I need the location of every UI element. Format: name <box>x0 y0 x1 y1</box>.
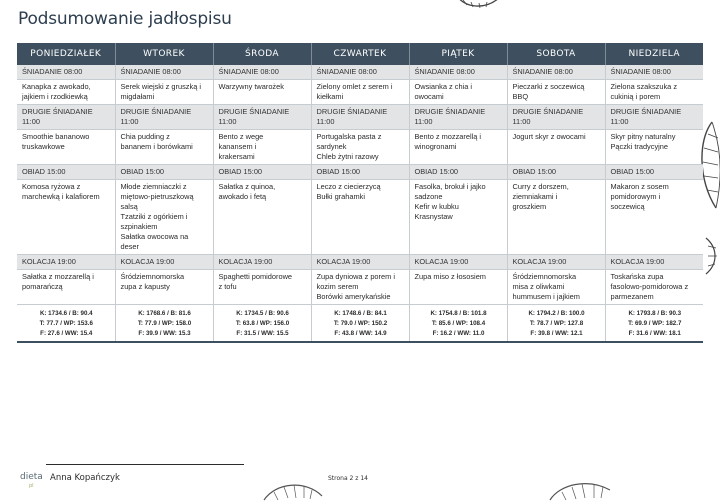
cell-text-line: pomarańczą <box>22 282 63 291</box>
cell-text-line: T: 77.9 / WP: 158.0 <box>137 320 192 327</box>
meal-time-label <box>311 105 409 130</box>
cell-text-line: Portugalska pasta z <box>316 132 382 141</box>
cell-text-line: DRUGIE ŚNIADANIE <box>22 107 93 116</box>
cell-text-line: OBIAD 15:00 <box>414 167 459 176</box>
cell-text-line: Pączki tradycyjne <box>610 142 669 151</box>
cell-text-line: Komosa ryżowa z <box>22 182 81 191</box>
cell-text-line: ŚNIADANIE 08:00 <box>414 67 475 76</box>
dish-cell <box>605 80 703 105</box>
cell-text-line: kanansem i <box>218 142 257 151</box>
cell-text-line: Spaghetti pomidorowe <box>218 272 293 281</box>
cell-text-line: DRUGIE ŚNIADANIE <box>512 107 584 116</box>
nutrition-summary-row <box>17 305 703 343</box>
cell-text-line: T: 69.9 / WP: 182.7 <box>628 320 682 327</box>
meal-time-label <box>115 65 213 80</box>
cell-text-line: T: 79.0 / WP: 150.2 <box>333 320 388 327</box>
cell-text-line: F: 16.2 / WW: 11.0 <box>432 330 485 337</box>
meal-time-label <box>605 65 703 80</box>
footer-divider <box>46 464 244 465</box>
meal-time-label <box>409 105 507 130</box>
meal-time-label <box>311 255 409 270</box>
cell-text-line: Sałatka z mozzarellą i <box>22 272 94 281</box>
meal-time-label <box>213 255 311 270</box>
meal-header-row <box>17 165 703 180</box>
cell-text-line: Zielona szakszuka z <box>610 82 678 91</box>
meal-time-label <box>409 165 507 180</box>
nutrition-cell <box>311 305 409 343</box>
cell-text-line: DRUGIE ŚNIADANIE <box>218 107 290 116</box>
cell-text-line: 11:00 <box>120 117 139 126</box>
cell-text-line: BBQ <box>512 92 529 101</box>
nutrition-cell <box>17 305 115 343</box>
dish-cell <box>507 270 605 305</box>
meal-header-row <box>17 255 703 270</box>
cell-text-line: Warzywny twarożek <box>218 82 284 91</box>
cell-text-line: Curry z dorszem, <box>512 182 569 191</box>
dish-cell <box>17 270 115 305</box>
cell-text-line: deser <box>120 242 139 251</box>
cell-text-line: Bento z wege <box>218 132 264 141</box>
cell-text-line: Zupa dyniowa z porem i <box>316 272 395 281</box>
meal-dishes-row <box>17 180 703 255</box>
cell-text-line: parmezanem <box>610 292 654 301</box>
cell-text-line: KOLACJA 19:00 <box>316 257 371 266</box>
dish-cell <box>605 130 703 165</box>
meal-time-label <box>605 165 703 180</box>
cell-text-line: Pieczarki z soczewicą <box>512 82 585 91</box>
dish-cell <box>311 270 409 305</box>
cell-text-line: awokado i fetą <box>218 192 267 201</box>
cell-text-line: K: 1794.2 / B: 100.0 <box>528 310 585 317</box>
cell-text-line: KOLACJA 19:00 <box>512 257 567 266</box>
cell-text-line: winogronami <box>414 142 457 151</box>
cell-text-line: bananem i borówkami <box>120 142 193 151</box>
cell-text-line: K: 1748.6 / B: 84.1 <box>334 310 387 317</box>
cell-text-line: Smoothie bananowo <box>22 132 90 141</box>
nutrition-cell <box>213 305 311 343</box>
day-header: PIĄTEK <box>409 43 507 65</box>
meal-time-label <box>409 255 507 270</box>
cell-text-line: Toskańska zupa <box>610 272 664 281</box>
meal-time-label <box>213 105 311 130</box>
dish-cell <box>17 180 115 255</box>
dish-cell <box>213 180 311 255</box>
meal-time-label <box>507 255 605 270</box>
cell-text-line: T: 85.6 / WP: 108.4 <box>431 320 486 327</box>
cell-text-line: OBIAD 15:00 <box>218 167 263 176</box>
cell-text-line: ŚNIADANIE 08:00 <box>316 67 377 76</box>
dish-cell <box>409 180 507 255</box>
cell-text-line: zupa z kapusty <box>120 282 170 291</box>
meal-time-label <box>507 65 605 80</box>
dish-cell <box>409 270 507 305</box>
cell-text-line: F: 39.9 / WW: 15.3 <box>138 330 191 337</box>
cell-text-line: K: 1768.6 / B: 81.6 <box>138 310 191 317</box>
meal-time-label <box>507 105 605 130</box>
cell-text-line: hummusem i jajkiem <box>512 292 580 301</box>
meal-time-label <box>115 165 213 180</box>
meal-time-label <box>17 255 115 270</box>
cell-text-line: F: 27.6 / WW: 15.4 <box>40 330 93 337</box>
dish-cell <box>311 180 409 255</box>
cell-text-line: Sałatka z quinoa, <box>218 182 276 191</box>
cell-text-line: kozim serem <box>316 282 359 291</box>
cell-text-line: Śródziemnomorska <box>120 272 185 281</box>
dish-cell <box>115 130 213 165</box>
dish-cell <box>507 130 605 165</box>
dish-cell <box>115 180 213 255</box>
cell-text-line: 11:00 <box>414 117 433 126</box>
cell-text-line: Zupa miso z łososiem <box>414 272 486 281</box>
cell-text-line: fasolowo-pomidorowa z <box>610 282 689 291</box>
cell-text-line: Bułki grahamki <box>316 192 365 201</box>
cell-text-line: DRUGIE ŚNIADANIE <box>414 107 486 116</box>
cell-text-line: z tofu <box>218 282 237 291</box>
cell-text-line: Skyr pitny naturalny <box>610 132 676 141</box>
cell-text-line: Owsianka z chia i <box>414 82 473 91</box>
dish-cell <box>311 80 409 105</box>
cell-text-line: 11:00 <box>218 117 237 126</box>
cell-text-line: Krasnystaw <box>414 212 453 221</box>
cell-text-line: Śródziemnomorska <box>512 272 577 281</box>
day-header: CZWARTEK <box>311 43 409 65</box>
cell-text-line: K: 1754.8 / B: 101.8 <box>430 310 487 317</box>
meal-dishes-row <box>17 270 703 305</box>
nutrition-cell <box>115 305 213 343</box>
day-header: ŚRODA <box>213 43 311 65</box>
cell-text-line: 11:00 <box>512 117 531 126</box>
cell-text-line: misa z oliwkami <box>512 282 565 291</box>
dish-cell <box>115 270 213 305</box>
meal-header-row <box>17 65 703 80</box>
cell-text-line: Chia pudding z <box>120 132 170 141</box>
cell-text-line: Makaron z sosem <box>610 182 669 191</box>
cell-text-line: miętowo-pietruszkową <box>120 192 194 201</box>
cell-text-line: Tzatziki z ogórkiem i <box>120 212 188 221</box>
meal-time-label <box>115 255 213 270</box>
cell-text-line: Borówki amerykańskie <box>316 292 391 301</box>
meal-header-row <box>17 105 703 130</box>
cell-text-line: salsą <box>120 202 138 211</box>
cell-text-line: marchewką i kalafiorem <box>22 192 100 201</box>
cell-text-line: groszkiem <box>512 202 547 211</box>
cell-text-line: ziemniakami i <box>512 192 558 201</box>
cell-text-line: ŚNIADANIE 08:00 <box>610 67 671 76</box>
cell-text-line: OBIAD 15:00 <box>512 167 557 176</box>
cell-text-line: KOLACJA 19:00 <box>414 257 469 266</box>
day-header: WTOREK <box>115 43 213 65</box>
meal-time-label <box>605 255 703 270</box>
dish-cell <box>311 130 409 165</box>
cell-text-line: T: 63.8 / WP: 156.0 <box>235 320 290 327</box>
cell-text-line: OBIAD 15:00 <box>610 167 655 176</box>
meal-time-label <box>507 165 605 180</box>
cell-text-line: migdałami <box>120 92 155 101</box>
day-header: NIEDZIELA <box>605 43 703 65</box>
dish-cell <box>213 130 311 165</box>
cell-text-line: KOLACJA 19:00 <box>218 257 273 266</box>
cell-text-line: OBIAD 15:00 <box>316 167 361 176</box>
cell-text-line: K: 1734.5 / B: 90.6 <box>236 310 289 317</box>
meal-dishes-row <box>17 80 703 105</box>
cell-text-line: OBIAD 15:00 <box>120 167 165 176</box>
nutrition-cell <box>409 305 507 343</box>
meal-plan-table <box>17 43 703 343</box>
cell-text-line: ŚNIADANIE 08:00 <box>120 67 181 76</box>
cell-text-line: Jogurt skyr z owocami <box>512 132 586 141</box>
cell-text-line: jajkiem i rzodkiewką <box>22 92 88 101</box>
meal-time-label <box>17 105 115 130</box>
meal-time-label <box>213 65 311 80</box>
cell-text-line: KOLACJA 19:00 <box>610 257 665 266</box>
cell-text-line: krakersami <box>218 152 255 161</box>
cell-text-line: truskawkowe <box>22 142 65 151</box>
dish-cell <box>605 180 703 255</box>
cell-text-line: Kanapka z awokado, <box>22 82 91 91</box>
cell-text-line: F: 31.5 / WW: 15.5 <box>236 330 289 337</box>
cell-text-line: sadzone <box>414 192 443 201</box>
cell-text-line: KOLACJA 19:00 <box>22 257 76 266</box>
leaf-sketch-icon <box>455 0 501 12</box>
cell-text-line: DRUGIE ŚNIADANIE <box>316 107 388 116</box>
cell-text-line: F: 31.6 / WW: 18.1 <box>628 330 681 337</box>
meal-time-label <box>213 165 311 180</box>
cell-text-line: owocami <box>414 92 444 101</box>
dish-cell <box>605 270 703 305</box>
dish-cell <box>115 80 213 105</box>
dish-cell <box>17 80 115 105</box>
cell-text-line: T: 77.7 / WP: 153.6 <box>39 320 93 327</box>
cell-text-line: OBIAD 15:00 <box>22 167 66 176</box>
cell-text-line: Bento z mozzarellą i <box>414 132 482 141</box>
meal-time-label <box>115 105 213 130</box>
author-name: Anna Kopańczyk <box>50 473 120 483</box>
cell-text-line: szpinakiem <box>120 222 158 231</box>
cell-text-line: Fasolka, brokuł i jajko <box>414 182 486 191</box>
dish-cell <box>507 180 605 255</box>
cell-text-line: T: 78.7 / WP: 127.8 <box>529 320 584 327</box>
page-title: Podsumowanie jadłospisu <box>18 9 232 29</box>
cell-text-line: F: 39.8 / WW: 12.1 <box>530 330 583 337</box>
cell-text-line: K: 1734.6 / B: 90.4 <box>39 310 93 317</box>
nutrition-cell <box>507 305 605 343</box>
cell-text-line: ŚNIADANIE 08:00 <box>512 67 573 76</box>
cell-text-line: sardynek <box>316 142 347 151</box>
leaf-sketch-icon <box>262 478 324 502</box>
cell-text-line: F: 43.8 / WW: 14.9 <box>334 330 387 337</box>
leaf-sketch-icon <box>548 476 612 502</box>
logo-text: dieta <box>20 472 43 482</box>
meal-time-label <box>311 65 409 80</box>
cell-text-line: KOLACJA 19:00 <box>120 257 175 266</box>
cell-text-line: Sałatka owocowa na <box>120 232 189 241</box>
cell-text-line: soczewicą <box>610 202 645 211</box>
dish-cell <box>213 80 311 105</box>
cell-text-line: Kefir w kubku <box>414 202 459 211</box>
dish-cell <box>507 80 605 105</box>
cell-text-line: pomidorowym i <box>610 192 661 201</box>
logo-subtext: pl <box>29 483 34 489</box>
dish-cell <box>409 130 507 165</box>
cell-text-line: 11:00 <box>610 117 629 126</box>
nutrition-cell <box>605 305 703 343</box>
cell-text-line: Leczo z ciecierzycą <box>316 182 381 191</box>
cell-text-line: ŚNIADANIE 08:00 <box>22 67 83 76</box>
cell-text-line: ŚNIADANIE 08:00 <box>218 67 279 76</box>
cell-text-line: Serek wiejski z gruszką i <box>120 82 201 91</box>
meal-time-label <box>311 165 409 180</box>
dieta-logo <box>20 472 48 496</box>
day-header: SOBOTA <box>507 43 605 65</box>
cell-text-line: kiełkami <box>316 92 344 101</box>
meal-time-label <box>17 65 115 80</box>
cell-text-line: 11:00 <box>22 117 40 126</box>
cell-text-line: cukinią i porem <box>610 92 661 101</box>
leaf-sketch-icon <box>700 236 720 276</box>
day-header: PONIEDZIAŁEK <box>17 43 115 65</box>
dish-cell <box>17 130 115 165</box>
day-header-row <box>17 43 703 65</box>
meal-time-label <box>409 65 507 80</box>
cell-text-line: Zielony omlet z serem i <box>316 82 393 91</box>
meal-dishes-row <box>17 130 703 165</box>
dish-cell <box>409 80 507 105</box>
cell-text-line: DRUGIE ŚNIADANIE <box>120 107 192 116</box>
cell-text-line: Chleb żytni razowy <box>316 152 379 161</box>
cell-text-line: 11:00 <box>316 117 335 126</box>
cell-text-line: Młode ziemniaczki z <box>120 182 187 191</box>
meal-time-label <box>605 105 703 130</box>
cell-text-line: K: 1793.8 / B: 90.3 <box>628 310 682 317</box>
dish-cell <box>213 270 311 305</box>
cell-text-line: DRUGIE ŚNIADANIE <box>610 107 682 116</box>
page-number: Strona 2 z 14 <box>328 475 368 482</box>
meal-time-label <box>17 165 115 180</box>
